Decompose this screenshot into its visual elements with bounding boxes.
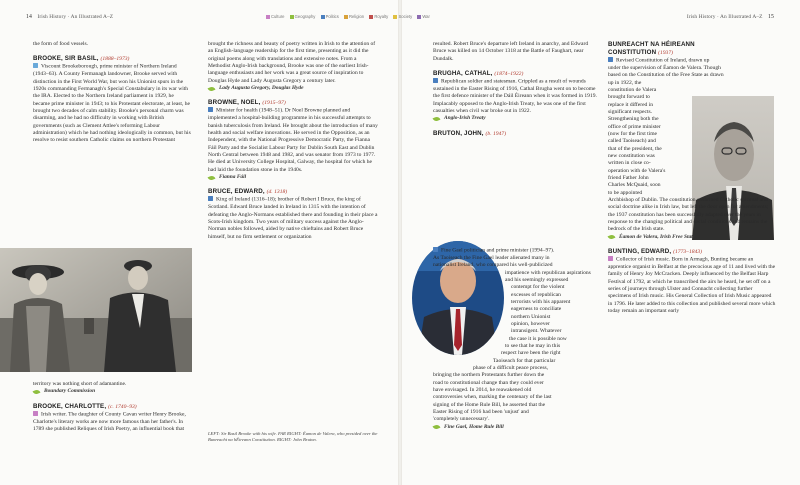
entry-body-text: Viscount Brookeborough, prime minister of Northern Ireland (1943–63). A County Fermanagh landowner, Brooke served with distinction in the First World War, but won his Unionist spurs in the 1920s commanding Fermanagh's Special Constabulary in its war with the IRA. Elected to the Northern Ireland parliament in 1929, he became prime minister in 1943; to his Protestant electorate, at least, he brought two decades of calm stability. Brooke's personal charm was disarming, and he had no difficulty in working with British governments (such as Clement Attlee's reforming Labour administration) which he had nothing ideologically in common, but his resolve to resist southern Catholic claims on northern Protestant [33,63,191,144]
entry-name: BROOKE, SIR BASIL [33,55,97,63]
cross-reference-text: Éamon de Valera, Irish Free State [619,233,696,240]
leaf-icon [433,424,441,430]
entry-body [433,78,601,115]
entry-name: CONSTITUTION [608,49,657,56]
bruton-line: phase of a difficult peace process, [473,365,549,371]
bruton-line: northern Unionist [511,313,551,320]
bruton-line: road to constitutional change than they could ever [433,379,544,386]
bruton-line: signing of the Home Rule Bill, he asserted that the [433,401,546,408]
bunreacht-line: to be appointed [608,189,643,196]
column-2 [208,41,378,241]
photo-caption: LEFT: Sir Basil Brooke with his wife. FAR RIGHT: Éamon de Valera, who presided over the Bunreacht na hÉireann Constitution. RIGHT: John Bruton. [208,431,378,442]
entry-body-text: Collector of Irish music. Born in Armagh, Bunting became an apprentice organist in Belfast at the precocious age of 11 and lived with the family of Henry Joy McCracken. Deeply influenced by the Belfast Harp Festival of 1792, at which he transcribed the airs he heard, he set off on a series of journeys through Ulster and Connacht collecting further specimens of Irish music. His General Collection of Irish Music appeared in 1796. He later added to this collection and published several more which today remain an important early [608,256,776,314]
cross-reference[interactable] [608,234,776,241]
cross-reference-text: Lady Augusta Gregory, Douglas Hyde [219,85,304,92]
bruton-line: terrorists with his apparent [511,298,571,305]
entry-continued-text: territory was nothing short of adamantine. [33,381,127,387]
left-running-header [22,14,113,20]
bunreacht-line: brought forward to [608,94,650,101]
bunreacht-line: Strengthening both the [608,116,659,123]
legend-label: Society [398,14,413,19]
bunreacht-line: based on the Constitution of the Free State as drawn [608,72,724,79]
entry-heading-brooke-charlotte: BROOKE, CHARLOTTE, (c. 1740–93) [33,402,137,410]
entry-heading-bunting: BUNTING, EDWARD, (1773–1843) [608,248,703,256]
bruton-line: the case it is possible now [509,335,567,342]
legend-label: Politics [325,14,339,19]
legend-label: Royalty [374,14,389,19]
leaf-icon [433,116,441,122]
bunreacht-line: constitution de Valera [608,86,657,93]
entry-heading-bunreacht [608,41,776,49]
bunreacht-line: operation with de Valera's [608,167,666,174]
entry-dates: (1888–1973) [100,56,130,63]
bunreacht-line: (now for the first time [608,130,657,137]
cross-reference-text: Fine Gael, Home Rule Bill [444,423,504,430]
war-swatch-icon [417,15,421,19]
leaf-icon [208,86,216,92]
leaf-icon [608,234,616,240]
leaf-icon [208,175,216,181]
bruton-line: eagerness to conciliate [511,306,562,313]
culture-category-icon [33,411,38,416]
bruton-line: Taoiseach for that particular [493,357,556,364]
entry-heading-browne: BROWNE, NOEL, (1915–97) [208,99,286,107]
cross-reference[interactable] [433,424,601,431]
bruton-line: 'completely unnecessary'. [433,416,490,423]
bruton-line: contempt for the violent [511,284,565,291]
entry-body-text: Minister for health (1948–51). Dr Noel Browne planned and implemented a hospital-building programme in his successful attempts to banish tuberculosis from Ireland. He brought about the introduction of many health and social welfare innovations. He served in the Opposition, as an Independent, with the National Progressive Democratic Party, the Fianna Fáil Party and the Socialist Labour Party for Dublin South East and Dublin North Central between 1948 and 1982, and was senator from 1973 to 1977. He died at University College Hospital, Galway, the hospital for which he had laid the foundation stone in the 1940s. [208,107,378,173]
bunreacht-line [608,57,776,65]
entry-dates: (c. 1740–93) [108,403,137,410]
entry-name: BRUGHA, CATHAL [433,70,491,78]
entry-dates: (d. 1318) [266,189,288,196]
entry-heading-brooke-basil: BROOKE, SIR BASIL, (1888–1973) [33,55,130,63]
bruton-line: have envisaged. In 2014, he reawakened old [433,387,532,394]
bunreacht-line: new constitution was [608,152,655,159]
politics-category-icon [433,78,438,83]
entry-name: BROOKE, CHARLOTTE [33,402,105,410]
bruton-line: bringing the northern Protestants further down the [433,372,545,379]
bruton-line [433,247,601,255]
intro-text: the form of food vessels. [33,41,88,47]
bruton-line-text: Fine Gael politician and prime minister (1994–97). [441,247,555,254]
entry-body-text: Republican soldier and statesman. Crippled as a result of wounds sustained in the Easter Rising of 1916, Cathal Brugha went on to become the first defence minister of the Dáil Éireann when it was formed in 1919. Implacably opposed to the Anglo-Irish Treaty, he was one of the first casualties when civil war broke out in 1922. [433,78,597,114]
royalty-swatch-icon [369,15,373,19]
right-running-header [687,14,778,20]
bunreacht-line: Charles McQuaid, soon [608,182,661,189]
column-1-bottom [33,381,191,433]
bruton-wrapped-text [433,247,601,431]
entry-name: BRUCE, EDWARD [208,188,263,196]
bunreacht-line: up in 1922, the [608,79,642,86]
entry-dates: (1937) [658,50,674,56]
leaf-icon [33,389,41,395]
politics-category-icon [208,107,213,112]
entry-heading-brugha: BRUGHA, CATHAL, (1874–1922) [433,70,524,78]
legend-label: Geography [294,14,316,19]
bunreacht-line-text: Revised Constitution of Ireland, drawn up [616,57,710,64]
entry-name: BROWNE, NOEL [208,99,259,107]
bruton-line: As Taoiseach the Fine Gael leader alienated many in [433,254,550,261]
bruton-line: to see that he may in this [505,342,561,349]
right-page-number: 15 [768,14,774,20]
entry-body [33,411,191,434]
entry-heading-bruce: BRUCE, EDWARD, (d. 1318) [208,188,288,196]
people-category-icon [33,63,38,68]
column-4 [608,41,776,315]
bunreacht-line: under the supervision of Éamon de Valera. Though [608,64,721,71]
politics-category-icon [433,247,438,252]
left-running-title: Irish History · An Illustrated A–Z [37,14,114,20]
cross-reference[interactable] [33,388,191,395]
culture-swatch-icon [266,15,270,19]
entry-body [208,107,378,174]
culture-category-icon [608,256,613,261]
category-legend [262,14,430,19]
entry-continued-text: brought the richness and beauty of poetry written in Irish to the attention of an English-language readership for the first time, presenting as it did the original poems along with translations and extensive notes. From a Methodist Anglo-Irish background, Brooke was one of the earliest Irish-language enthusiasts and her work was a great source of inspiration to Douglas Hyde and Lady Augusta Gregory a century later. [208,41,376,84]
left-page-number: 14 [26,14,32,20]
entry-dates: (1915–97) [262,100,286,107]
entry-continued-text: resulted. Robert Bruce's departure left Ireland in anarchy, and Edward Bruce was killed on 14 October 1318 at the Battle of Faughart, near Dundalk. [433,41,589,62]
cross-reference[interactable] [208,85,378,92]
right-running-title: Irish History · An Illustrated A–Z [686,14,763,20]
cross-reference-text: Anglo-Irish Treaty [444,115,486,122]
bunreacht-line: friend Father John [608,175,649,181]
entry-body-text: Irish writer. The daughter of County Cavan writer Henry Brooke, Charlotte's literary works are now more famous than her father's. In 1789 she published Reliques of Irish Poetry, an influential book that [33,411,186,432]
entry-body-text: King of Ireland (1316–18); brother of Robert I Bruce, the king of Scotland. Edward Bruce landed in Ireland in 1315 with the intention of defeating the Anglo-Normans established there and founding in their place a Scots-Irish kingdom. Two years of military success against the Anglo-Norman nobles followed, aided by native chieftains and Robert Bruce himself, but no firm settlement or organization [208,196,378,240]
brooke-photo-illustration [0,248,192,372]
politics-swatch-icon [321,15,325,19]
geography-swatch-icon [290,15,294,19]
legend-label: War [422,14,430,19]
bruton-line: and his seemingly expressed [505,276,569,283]
bunreacht-line: written in close co- [608,160,651,167]
bruton-line: Easter Rising of 1916 had been 'unjust' and [433,409,529,416]
legend-label: Religion [349,14,365,19]
entry-body [608,256,776,315]
column-3-top [433,41,601,138]
bruton-line: excesses of republican [511,291,561,298]
entry-dates: (1874–1922) [494,71,524,78]
entry-dates: (1773–1843) [673,249,703,256]
bruton-line: controversies when, marking the centenary of the last [433,394,552,401]
entry-heading-bunreacht-line2 [608,49,776,57]
bunreacht-line: replace it differed in [608,101,654,108]
bunreacht-line: office of prime minister [608,123,661,130]
bunreacht-line: called Taoiseach) and [608,138,656,145]
entry-name: BRUTON, JOHN [433,129,482,137]
entry-body [33,63,191,144]
entry-name: BUNREACHT NA HÉIREANN [608,41,695,48]
cross-reference[interactable] [433,115,601,122]
entry-heading-bruton: BRUTON, JOHN, (b. 1947) [433,129,507,137]
bruton-line: impatience with republican aspirations [505,269,591,276]
page-gutter [398,0,402,485]
entry-name: BUNTING, EDWARD [608,248,670,256]
bruton-line: respect have been the right [501,350,561,357]
cross-reference-text: Boundary Commission [44,388,96,395]
royalty-category-icon [208,196,213,201]
bruton-line: intransigent. Whatever [511,328,562,335]
politics-category-icon [608,57,613,62]
bunreacht-line: that of the president, the [608,145,662,152]
column-1-top [33,41,191,145]
entry-body-text: Archbishop of Dublin. The constitution enshrined Catholic spiritual and social doctrine alike in Irish law, but left the door open for amendments; the 1937 constitution has been successfully adapted over the years in response to the changing political and social conditions and remains the bedrock of the Irish state. [608,197,769,233]
cross-reference[interactable] [208,174,378,181]
entry-dates: (b. 1947) [485,130,507,137]
bruton-line: opinion, however [511,320,550,327]
entry-body [208,196,378,241]
bruton-line: nationalist Ireland, who compared his well-publicized [433,262,553,269]
bunreacht-line: significant respects. [608,108,653,115]
brooke-photo [0,248,192,372]
society-swatch-icon [393,15,397,19]
religion-swatch-icon [344,15,348,19]
legend-label: Culture [271,14,285,19]
cross-reference-text: Fianna Fáil [219,174,247,180]
